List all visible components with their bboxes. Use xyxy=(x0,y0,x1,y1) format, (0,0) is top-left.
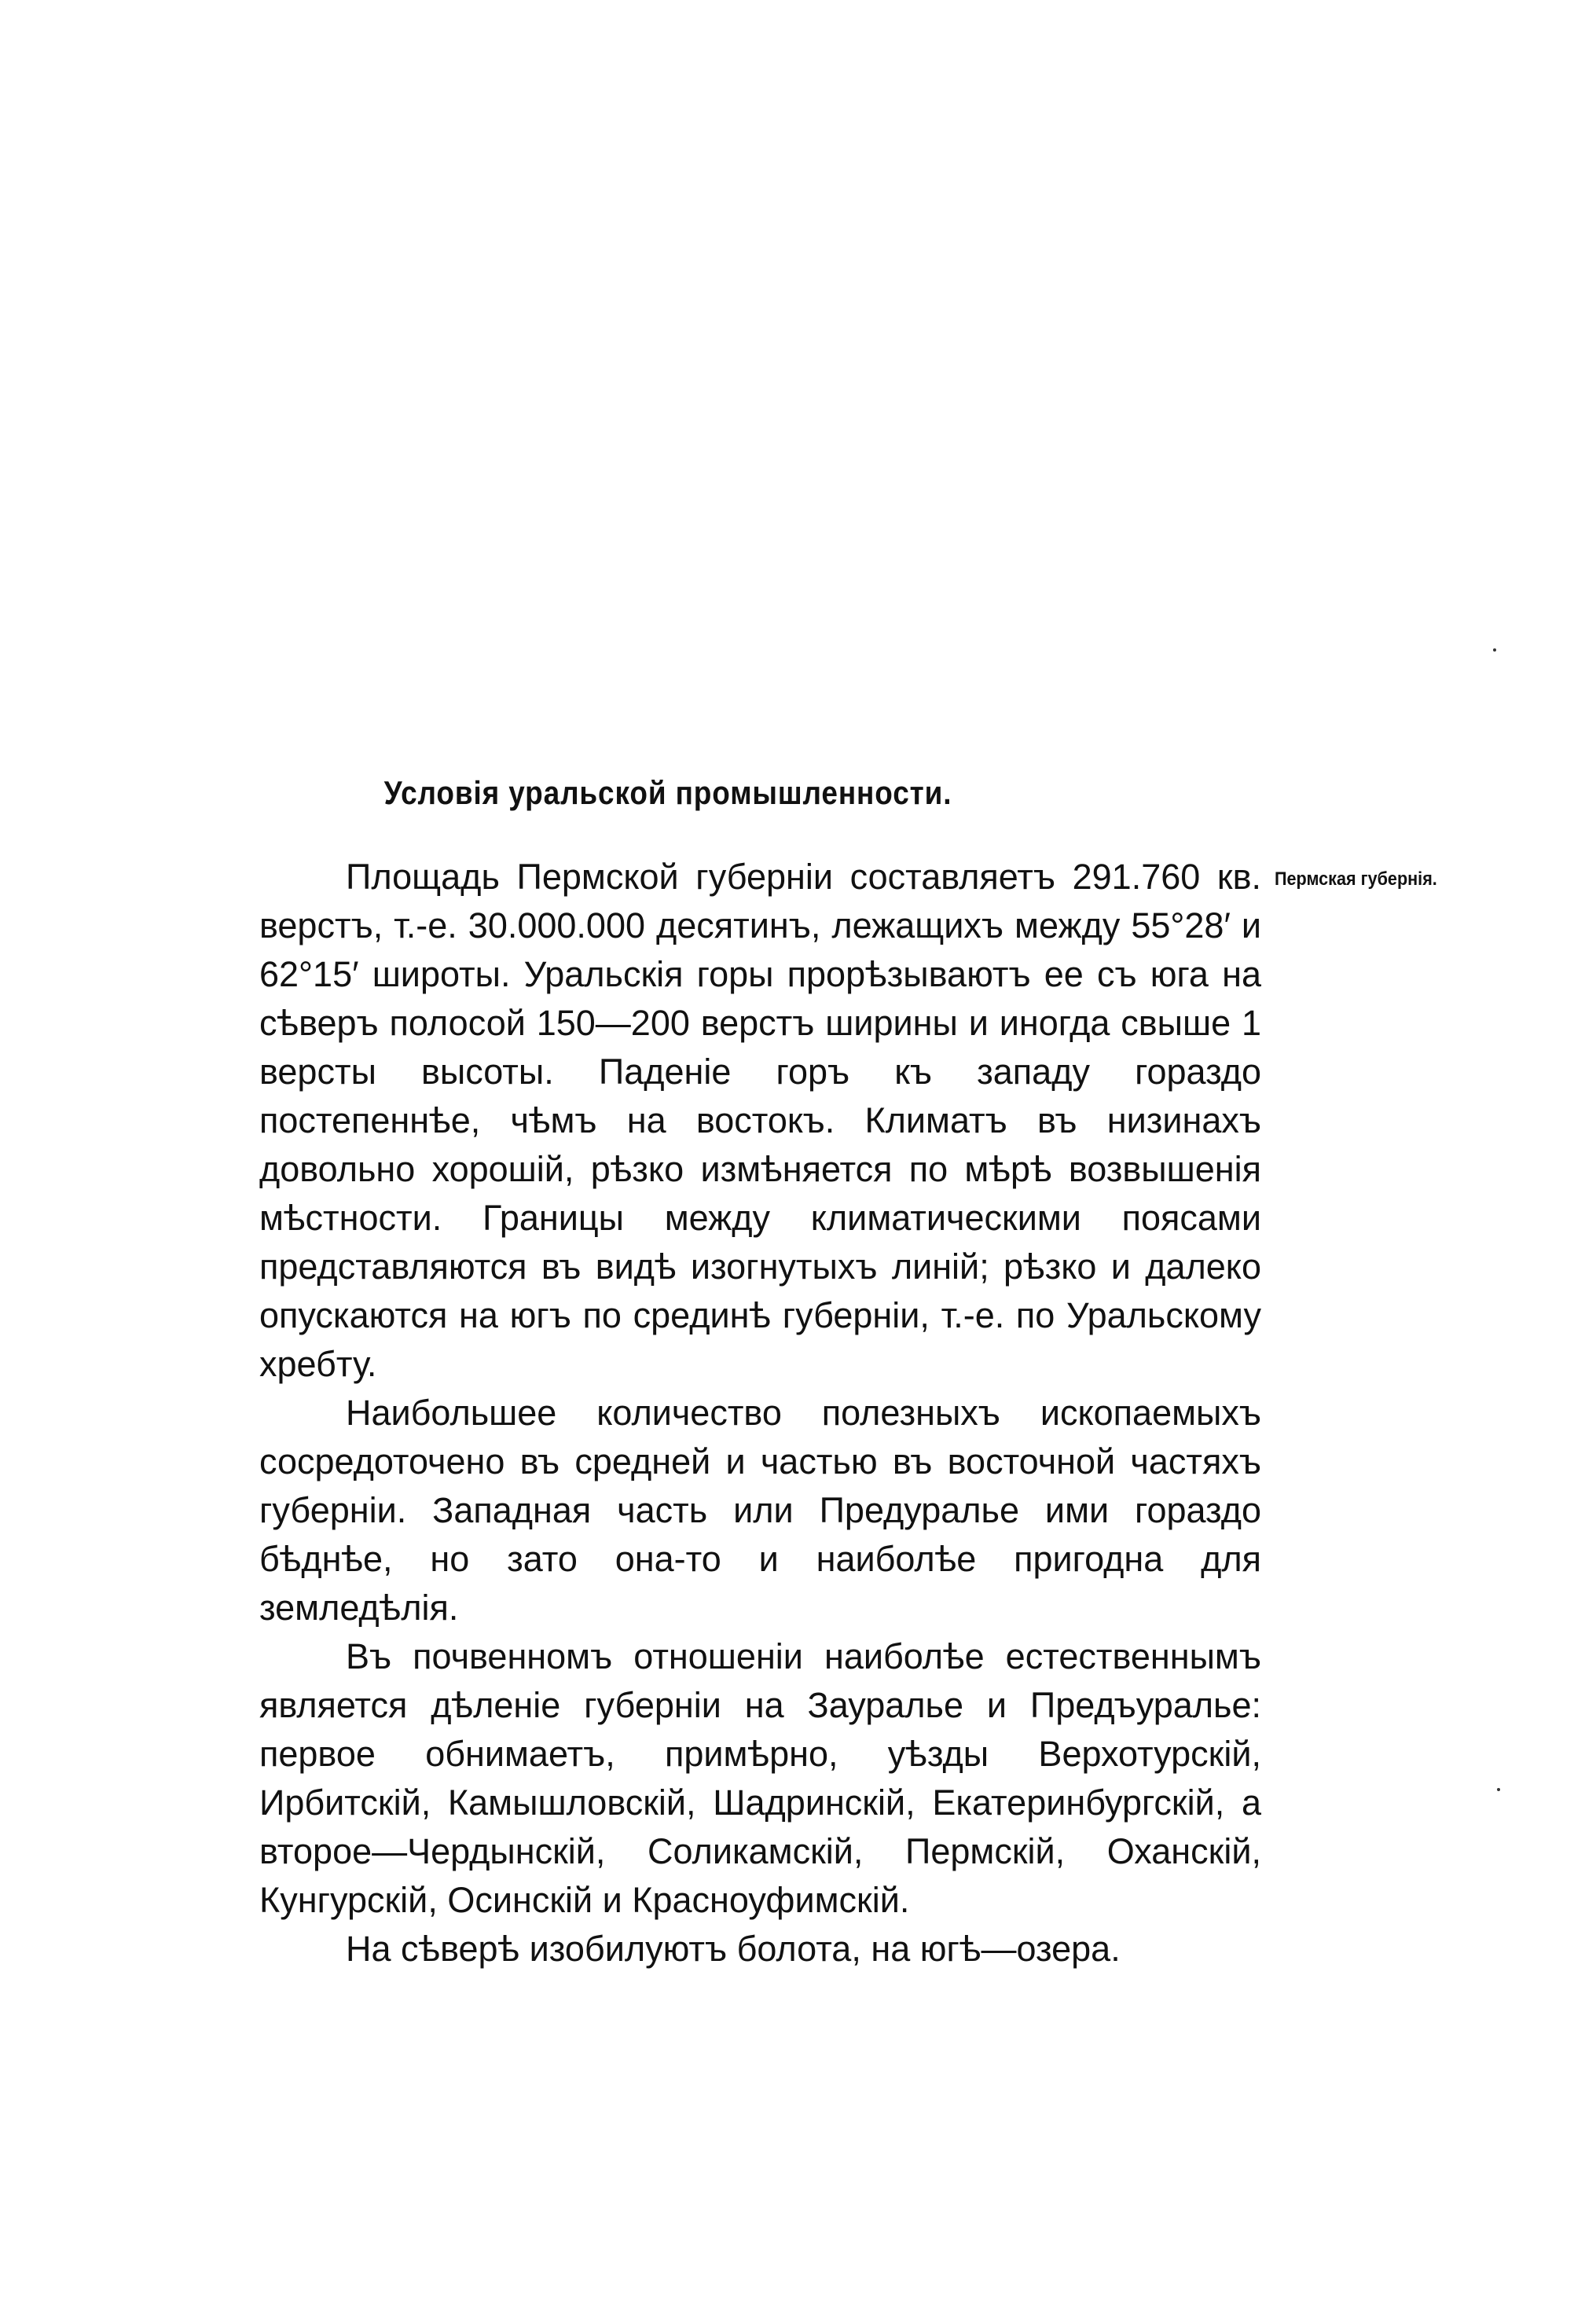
scan-speck xyxy=(1497,1788,1500,1791)
margin-note: Пермская губернія. xyxy=(1275,868,1437,890)
scan-speck xyxy=(1493,648,1496,652)
page-title: Условія уральской промышленности. xyxy=(383,774,952,811)
body-text xyxy=(259,853,1261,1973)
paragraph: На сѣверѣ изобилуютъ болота, на югѣ—озера. xyxy=(346,1929,1121,1969)
paragraph: Наибольшее количество полезныхъ ископаемыхъ сосредоточено въ средней и частью въ восточной частяхъ губерніи. Западная часть или Предуралье ими гораздо бѣднѣе, но зато она-то и наиболѣе пригодна для земледѣлія. xyxy=(259,1393,1261,1628)
paragraph: Въ почвенномъ отношеніи наиболѣе естественнымъ является дѣленіе губерніи на Зауралье и Предъуралье: первое обнимаетъ, примѣрно, уѣзды Верхотурскій, Ирбитскій, Камышловскій, Шадринскій, Екатеринбургскій, а второе—Чердынскій, Соликамскій, Пермскій, Оханскій, Кунгурскій, Осинскій и Красноуфимскій. xyxy=(259,1636,1261,1920)
paragraph: Площадь Пермской губерніи составляетъ 291.760 кв. верстъ, т.-е. 30.000.000 десятинъ, лежащихъ между 55°28′ и 62°15′ широты. Уральскія горы прорѣзываютъ ее съ юга на сѣверъ полосой 150—200 верстъ ширины и иногда свыше 1 версты высоты. Паденіе горъ къ западу гораздо постепеннѣе, чѣмъ на востокъ. Климатъ въ низинахъ довольно хорошій, рѣзко измѣняется по мѣрѣ возвышенія мѣстности. Границы между климатическими поясами представляются въ видѣ изогнутыхъ линій; рѣзко и далеко опускаются на югъ по срединѣ губерніи, т.-е. по Уральскому хребту. xyxy=(259,857,1261,1384)
